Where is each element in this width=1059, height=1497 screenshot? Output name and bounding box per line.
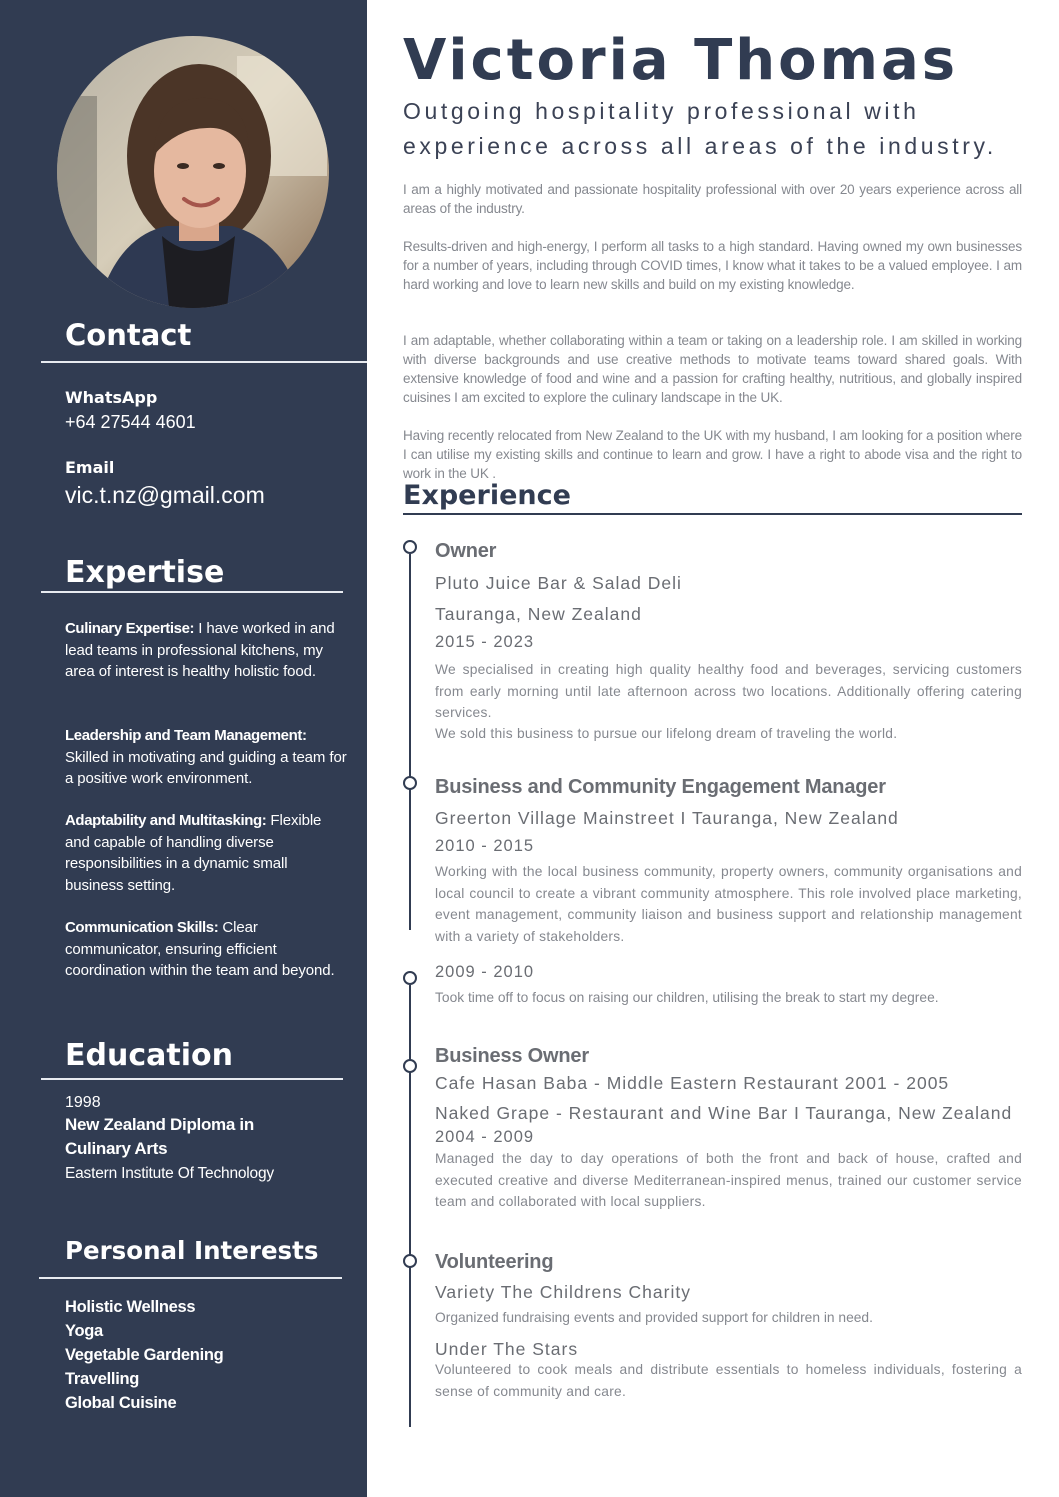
experience-divider	[403, 513, 1022, 515]
education-qualification-line1: New Zealand Diploma in	[65, 1115, 254, 1134]
job-description: Managed the day to day operations of both the front and back of house, crafted and executed creative and diverse Mediterranean-inspired menus, trained our customer service team and collaborated with local suppliers.	[435, 1151, 1022, 1209]
contact-divider	[41, 361, 367, 363]
whatsapp-label: WhatsApp	[65, 388, 158, 407]
job-dates: 2004 - 2009	[435, 1128, 535, 1146]
contact-heading: Contact	[65, 318, 192, 352]
interest-item: Yoga	[65, 1322, 103, 1340]
volunteer-org: Variety The Childrens Charity	[435, 1282, 691, 1302]
job-description: We specialised in creating high quality healthy food and beverages, servicing customers from early morning until late afternoon across two locations. Additionally offering catering services.	[435, 662, 1022, 720]
job-dates: 2010 - 2015	[435, 837, 535, 855]
interest-item: Holistic Wellness	[65, 1298, 196, 1316]
interest-item: Vegetable Gardening	[65, 1346, 224, 1364]
expertise-item-title: Communication Skills:	[65, 919, 219, 936]
timeline-dot	[403, 971, 417, 985]
profile-photo	[57, 36, 329, 308]
interest-item: Global Cuisine	[65, 1394, 177, 1412]
expertise-item-text: Flexible and capable of handling diverse responsibilities in a dynamic small business setting.	[65, 812, 322, 894]
timeline-dot	[403, 776, 417, 790]
timeline-dot	[403, 540, 417, 554]
interest-item: Travelling	[65, 1370, 140, 1388]
job-dates: 2015 - 2023	[435, 633, 535, 651]
job-description: We sold this business to pursue our lifelong dream of traveling the world.	[435, 726, 898, 741]
education-heading: Education	[65, 1038, 233, 1073]
job-company: Naked Grape - Restaurant and Wine Bar I Tauranga, New Zealand	[435, 1103, 1013, 1123]
sidebar	[0, 0, 367, 1497]
candidate-name: Victoria Thomas	[403, 28, 959, 93]
job-title: Business and Community Engagement Manager	[435, 776, 886, 798]
timeline-line	[409, 554, 411, 930]
expertise-item-text: Skilled in motivating and guiding a team for a positive work environment.	[65, 748, 347, 787]
expertise-item	[65, 810, 347, 896]
expertise-item-title: Culinary Expertise:	[65, 620, 195, 637]
experience-heading: Experience	[403, 480, 571, 511]
job-title: Volunteering	[435, 1251, 554, 1273]
expertise-item	[65, 618, 347, 683]
timeline-dot	[403, 1059, 417, 1073]
tagline-line2: experience across all areas of the industry.	[403, 133, 997, 159]
education-divider	[41, 1078, 343, 1080]
profile-photo-image	[57, 36, 329, 308]
summary-paragraph: I am a highly motivated and passionate hospitality professional with over 20 years experience across all areas of the industry.	[403, 182, 1022, 216]
volunteer-org: Under The Stars	[435, 1339, 579, 1359]
summary-paragraph: I am adaptable, whether collaborating within a team or taking on a leadership role. I am skilled in working with diverse backgrounds and use creative methods to motivate teams toward shared goals. With extensive knowledge of food and wine and a passion for crafting healthy, nutritious, and globally inspired cuisines I am excited to explore the culinary landscape in the UK.	[403, 333, 1022, 405]
job-company: Greerton Village Mainstreet I Tauranga, New Zealand	[435, 808, 899, 828]
job-title: Owner	[435, 540, 497, 562]
expertise-item-text: Clear communicator, ensuring efficient coordination within the team and beyond.	[65, 919, 335, 979]
education-institution: Eastern Institute Of Technology	[65, 1165, 274, 1182]
email-address[interactable]: vic.t.nz@gmail.com	[65, 482, 265, 508]
expertise-divider	[41, 591, 343, 593]
interests-heading: Personal Interests	[65, 1236, 319, 1265]
job-description: Took time off to focus on raising our children, utilising the break to start my degree.	[435, 990, 939, 1005]
expertise-item-title: Leadership and Team Management:	[65, 727, 307, 744]
job-description: Working with the local business community, property owners, community organisations and local council to create a vibrant community atmosphere. This role involved place marketing, event management, community liaison and business support and relationship management with a variety of stakeholders.	[435, 864, 1022, 944]
education-year: 1998	[65, 1094, 101, 1111]
interests-divider	[39, 1277, 342, 1279]
education-qualification-line2: Culinary Arts	[65, 1139, 168, 1158]
timeline-line	[409, 985, 411, 1427]
job-company: Pluto Juice Bar & Salad Deli	[435, 573, 682, 593]
expertise-item-title: Adaptability and Multitasking:	[65, 812, 267, 829]
timeline-dot	[403, 1254, 417, 1268]
email-label: Email	[65, 458, 115, 477]
expertise-item	[65, 917, 347, 982]
expertise-heading: Expertise	[65, 555, 225, 590]
volunteer-description: Volunteered to cook meals and distribute essentials to homeless individuals, fostering a sense of community and care.	[435, 1362, 1022, 1399]
tagline-line1: Outgoing hospitality professional with	[403, 98, 920, 124]
expertise-item	[65, 725, 347, 790]
volunteer-description: Organized fundraising events and provided support for children in need.	[435, 1310, 873, 1325]
job-company: Cafe Hasan Baba - Middle Eastern Restaurant 2001 - 2005	[435, 1073, 950, 1093]
job-location: Tauranga, New Zealand	[435, 604, 642, 624]
expertise-item-text: I have worked in and lead teams in professional kitchens, my area of interest is healthy holistic food.	[65, 620, 335, 680]
job-title: Business Owner	[435, 1045, 589, 1067]
summary-paragraph: Results-driven and high-energy, I perform all tasks to a high standard. Having owned my own businesses for a number of years, including through COVID times, I know what it takes to be a valued employee. I am hard working and love to learn new skills and build on my existing knowledge.	[403, 239, 1022, 292]
whatsapp-number[interactable]: +64 27544 4601	[65, 412, 196, 432]
summary-paragraph: Having recently relocated from New Zealand to the UK with my husband, I am looking for a position where I can utilise my existing skills and continue to learn and grow. I have a right to abode visa and the right to work in the UK .	[403, 428, 1022, 481]
job-dates: 2009 - 2010	[435, 963, 535, 981]
